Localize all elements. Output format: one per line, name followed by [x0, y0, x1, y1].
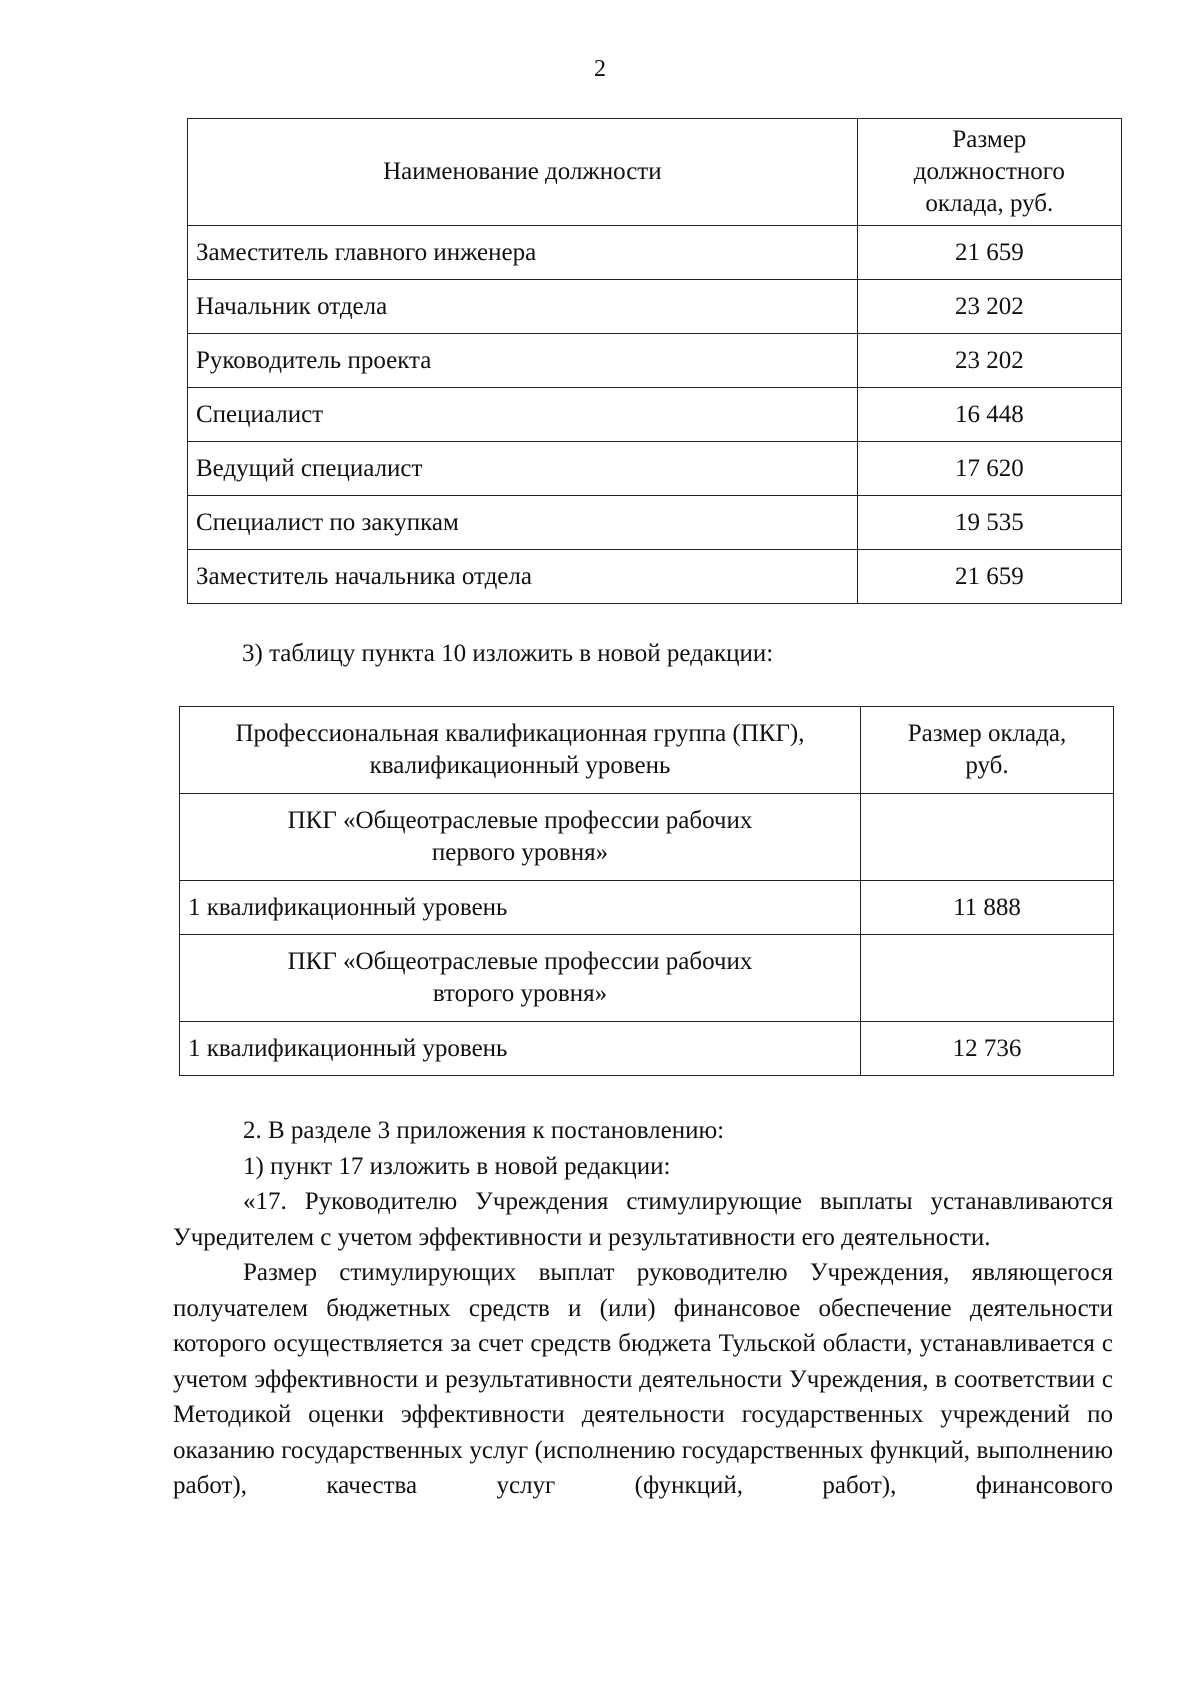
position-name: Начальник отдела: [188, 280, 858, 334]
column-header-salary-line: оклада, руб.: [925, 190, 1054, 217]
group-title-row: [180, 935, 1114, 1022]
column-header-salary-line: Размер: [952, 126, 1027, 153]
table-row: [180, 1022, 1114, 1076]
qualification-level: 1 квалификационный уровень: [180, 881, 861, 935]
group-title-line: ПКГ «Общеотраслевые профессии рабочих: [287, 948, 753, 975]
position-name: Специалист по закупкам: [188, 496, 858, 550]
paragraph: 1) пункт 17 изложить в новой редакции:: [243, 1152, 671, 1180]
page-number: 2: [594, 56, 606, 82]
column-header-group-line: Профессиональная квалификационная группа (ПКГ),: [235, 720, 805, 747]
salary-value: 21 659: [857, 226, 1121, 280]
column-header-position: Наименование должности: [188, 119, 858, 226]
table-row: [180, 881, 1114, 935]
column-header-group: [180, 707, 861, 794]
paragraph: Размер стимулирующих выплат руководителю Учреждения, являющегося получателем бюджетных средств и (или) финансовое обеспечение деятельности которого осуществляется за счет средств бюджета Тульской области, устанавливается с учетом эффективности и результативности деятельности Учреждения, в соответствии с Методикой оценки эффективности деятельности государственных учреждений по оказанию государственных услуг (исполнению государственных функций, выполнению работ), качества услуг (функций, работ), финансового: [173, 1259, 1113, 1499]
table-header-row: [188, 119, 1122, 226]
position-name: Заместитель главного инженера: [188, 226, 858, 280]
column-header-group-line: квалификационный уровень: [369, 752, 671, 779]
salary-value: 16 448: [857, 388, 1121, 442]
item-3-intro: 3) таблицу пункта 10 изложить в новой редакции:: [242, 640, 774, 667]
salary-value: 11 888: [861, 881, 1114, 935]
table-row: [188, 226, 1122, 280]
position-name: Руководитель проекта: [188, 334, 858, 388]
salary-value: 21 659: [857, 550, 1121, 604]
salary-value: 19 535: [857, 496, 1121, 550]
salary-table: [187, 118, 1122, 604]
qualification-level: 1 квалификационный уровень: [180, 1022, 861, 1076]
group-title: [180, 794, 861, 881]
empty-cell: [861, 794, 1114, 881]
salary-value: 23 202: [857, 280, 1121, 334]
column-header-salary-line: руб.: [965, 752, 1009, 779]
position-name: Ведущий специалист: [188, 442, 858, 496]
empty-cell: [861, 935, 1114, 1022]
table-row: [188, 334, 1122, 388]
column-header-salary: [857, 119, 1121, 226]
paragraph: 2. В разделе 3 приложения к постановлению:: [243, 1117, 725, 1144]
table-row: [188, 442, 1122, 496]
column-header-salary: [861, 707, 1114, 794]
salary-value: 23 202: [857, 334, 1121, 388]
column-header-salary-line: Размер оклада,: [907, 720, 1067, 747]
group-title-row: [180, 794, 1114, 881]
salary-value: 17 620: [857, 442, 1121, 496]
group-title: [180, 935, 861, 1022]
salary-value: 12 736: [861, 1022, 1114, 1076]
position-name: Специалист: [188, 388, 858, 442]
paragraph: «17. Руководителю Учреждения стимулирующие выплаты устанавливаются Учредителем с учетом эффективности и результативности его деятельности.: [173, 1188, 1113, 1251]
column-header-salary-line: должностного: [913, 158, 1065, 185]
group-title-line: ПКГ «Общеотраслевые профессии рабочих: [287, 807, 753, 834]
group-title-line: второго уровня»: [432, 980, 608, 1007]
qualification-table: [179, 706, 1114, 1076]
position-name: Заместитель начальника отдела: [188, 550, 858, 604]
table-row: [188, 388, 1122, 442]
table-row: [188, 496, 1122, 550]
table-row: [188, 550, 1122, 604]
table-row: [188, 280, 1122, 334]
body-text: [173, 1113, 1113, 1504]
table-header-row: [180, 707, 1114, 794]
group-title-line: первого уровня»: [431, 839, 609, 866]
